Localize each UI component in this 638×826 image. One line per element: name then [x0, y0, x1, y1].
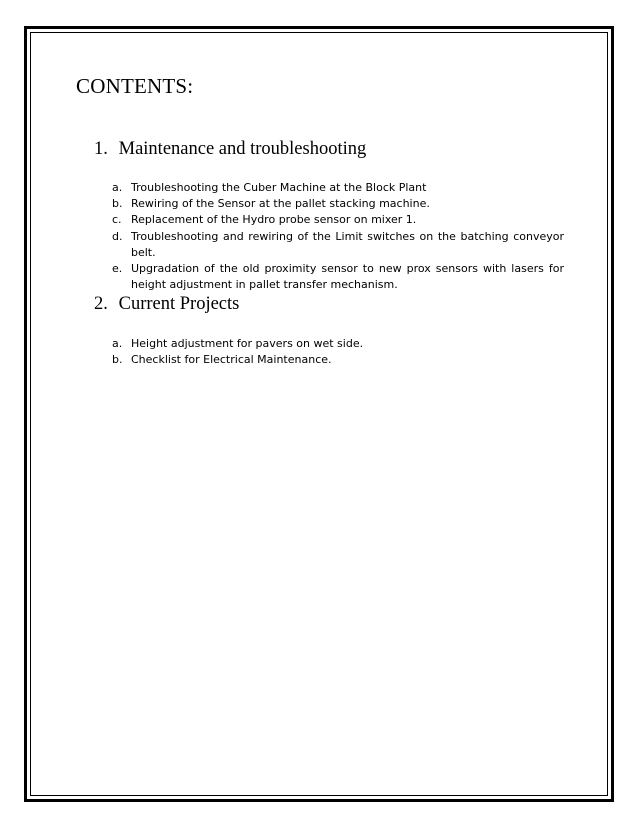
list-item	[112, 196, 564, 212]
list-item	[112, 336, 564, 352]
item-marker: c.	[112, 213, 122, 227]
list-item	[112, 180, 564, 196]
item-marker: b.	[112, 353, 123, 367]
section-number: 1.	[94, 139, 108, 159]
item-text: Troubleshooting and rewiring of the Limit switches on the batching conveyor belt.	[131, 229, 564, 259]
item-marker: d.	[112, 229, 123, 243]
item-text: Height adjustment for pavers on wet side.	[131, 337, 364, 350]
item-text: Rewiring of the Sensor at the pallet stacking machine.	[131, 197, 430, 211]
item-text: Troubleshooting the Cuber Machine at the Block Plant	[131, 181, 427, 194]
item-marker: a.	[112, 181, 123, 194]
item-text: Upgradation of the old proximity sensor to new prox sensors with lasers for height adjustment in pallet transfer mechanism.	[131, 262, 564, 292]
item-marker: e.	[112, 262, 123, 276]
item-text: Replacement of the Hydro probe sensor on mixer 1.	[131, 213, 417, 227]
section-heading-current-projects	[94, 294, 239, 315]
section-title: Maintenance and troubleshooting	[118, 139, 367, 159]
item-marker: b.	[112, 197, 123, 211]
section-number: 2.	[94, 294, 108, 314]
contents-title: CONTENTS:	[76, 74, 194, 98]
list-item	[112, 261, 564, 293]
section-heading-maintenance	[94, 139, 366, 160]
item-text: Checklist for Electrical Maintenance.	[131, 353, 332, 367]
section-title: Current Projects	[118, 294, 240, 314]
list-item	[112, 352, 564, 368]
list-item	[112, 229, 564, 261]
current-projects-items-list	[112, 336, 564, 368]
maintenance-items-list	[112, 180, 564, 293]
item-marker: a.	[112, 337, 123, 350]
list-item	[112, 212, 564, 228]
